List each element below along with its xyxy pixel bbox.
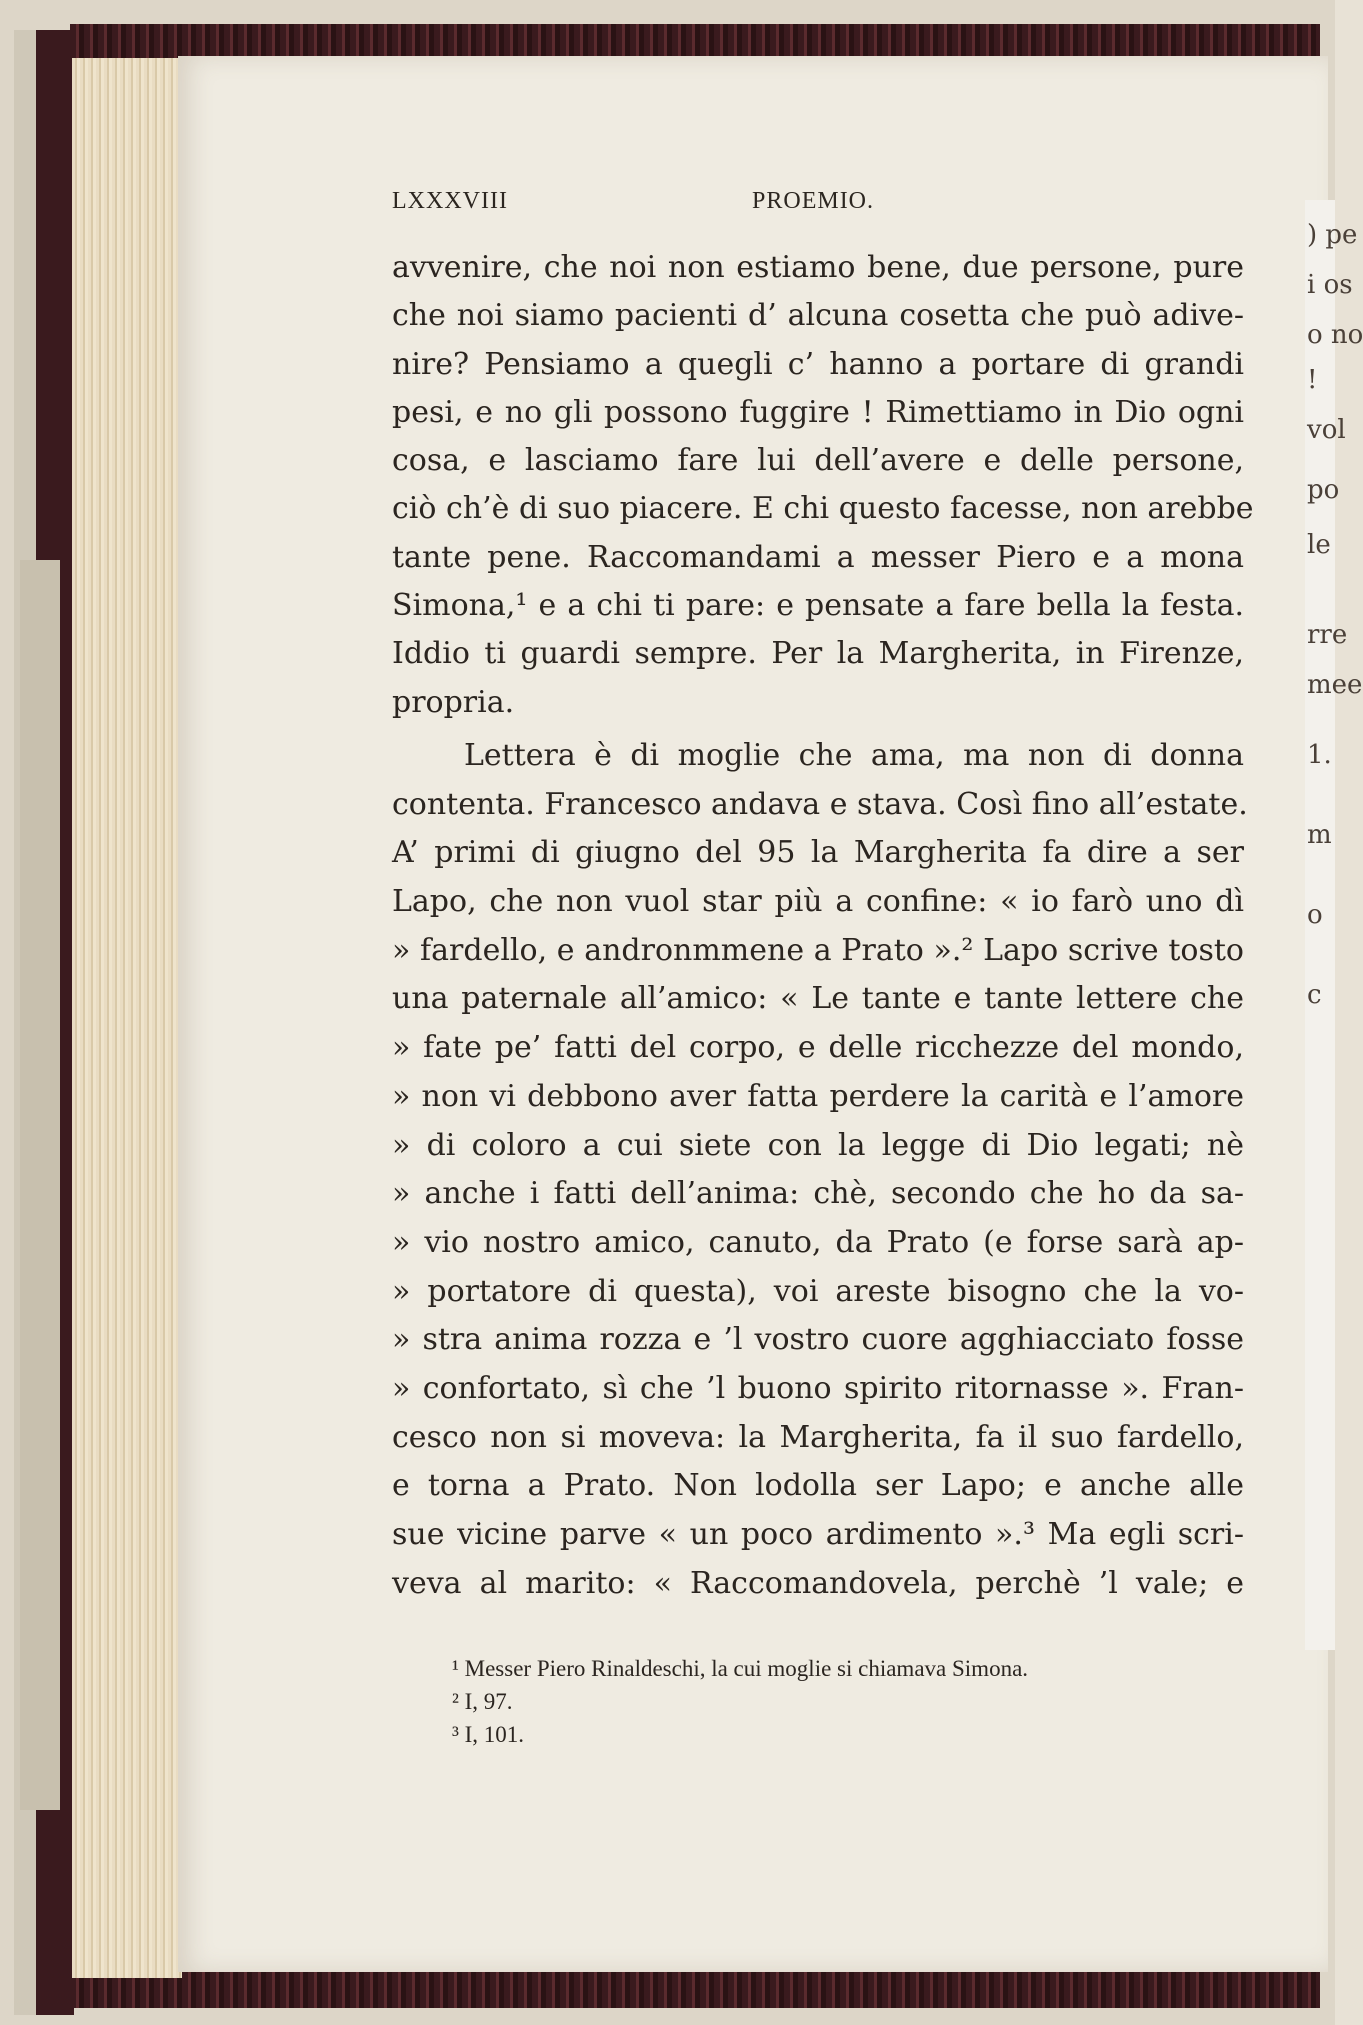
facing-fragment: ) pe [1307,220,1358,250]
text-line: ciò ch’è di suo piacere. E chi questo facesse, non arebbe [392,491,1254,527]
facing-fragment: m [1307,820,1332,850]
facing-fragment: le [1307,530,1331,560]
facing-fragment: i os [1307,270,1353,300]
paragraph-1 [392,244,1254,727]
footnotes [452,1652,1252,1751]
text-line: tante pene. Raccomandami a messer Piero e a mona [392,539,1244,575]
text-line: » confortato, sì che ’l buono spirito ritornasse ». Fran- [392,1370,1244,1406]
text-line: » anche i fatti dell’anima: chè, secondo che ho da sa- [392,1176,1244,1212]
text-line: che noi siamo pacienti d’ alcuna cosetta che può adive- [392,298,1244,334]
facing-fragment: po [1307,475,1340,505]
footnote: ³ I, 101. [452,1722,525,1747]
page-edges [72,58,182,1978]
text-line: Lapo, che non vuol star più a confine: « io farò uno dì [392,884,1244,920]
book-cover-bottom [70,1968,1320,2008]
text-line: » non vi debbono aver fatta perdere la carità e l’amore [392,1078,1244,1114]
page-folio: LXXXVIII [392,188,508,214]
running-head [392,188,1252,224]
text-line: » portatore di questa), voi areste bisogno che la vo- [392,1273,1244,1309]
text-line: pesi, e no gli possono fuggire ! Rimettiamo in Dio ogni [392,394,1244,430]
text-line: contenta. Francesco andava e stava. Così fino all’estate. [392,786,1248,822]
text-line: » di coloro a cui siete con la legge di Dio legati; nè [392,1127,1244,1163]
facing-fragment: rre [1307,620,1348,650]
text-line: sue vicine parve « un poco ardimento ».³ Ma egli scri- [392,1517,1244,1552]
running-title: PROEMIO. [752,188,875,214]
facing-fragment: o [1307,900,1323,930]
text-line: propria. [392,684,515,720]
text-line: cosa, e lasciamo fare lui dell’avere e delle persone, [392,443,1244,479]
text-line: Simona,¹ e a chi ti pare: e pensate a fare bella la festa. [392,588,1244,624]
text-line: una paternale all’amico: « Le tante e tante lettere che [392,981,1244,1017]
book-spine-strip [20,560,60,1810]
text-line: » fardello, e andronmmene a Prato ».² Lapo scrive tosto [392,932,1244,968]
facing-fragment: o no [1307,320,1363,350]
facing-page-edge [1305,200,1363,1650]
text-line: Lettera è di moglie che ama, ma non di donna [464,738,1244,773]
text-line: veva al marito: « Raccomandovela, perchè ’l vale; e [392,1565,1244,1601]
footnote: ² I, 97. [452,1689,513,1714]
text-line: nire? Pensiamo a quegli c’ hanno a portare di grandi [392,346,1244,382]
text-line: e torna a Prato. Non lodolla ser Lapo; e anche alle [392,1468,1244,1504]
text-line: » stra anima rozza e ’l vostro cuore agghiacciato fosse [392,1322,1244,1358]
footnote: ¹ Messer Piero Rinaldeschi, la cui moglie si chiamava Simona. [452,1656,1029,1681]
text-line: » vio nostro amico, canuto, da Prato (e forse sarà ap- [392,1224,1244,1260]
facing-fragment: c [1307,980,1322,1010]
text-line: » fate pe’ fatti del corpo, e delle ricchezze del mondo, [392,1030,1244,1066]
text-line: avvenire, che noi non estiamo bene, due persone, pure [392,250,1244,285]
facing-fragment: vol [1307,415,1346,445]
text-line: A’ primi di giugno del 95 la Margherita fa dire a ser [392,835,1244,871]
text-line: cesco non si moveva: la Margherita, fa il suo fardello, [392,1419,1244,1455]
paragraph-2 [392,732,1248,1608]
text-line: Iddio ti guardi sempre. Per la Margherita, in Firenze, [392,636,1244,672]
facing-fragment: mee [1307,670,1363,700]
facing-fragment: 1. [1307,740,1332,770]
facing-fragment: ! [1307,365,1318,395]
